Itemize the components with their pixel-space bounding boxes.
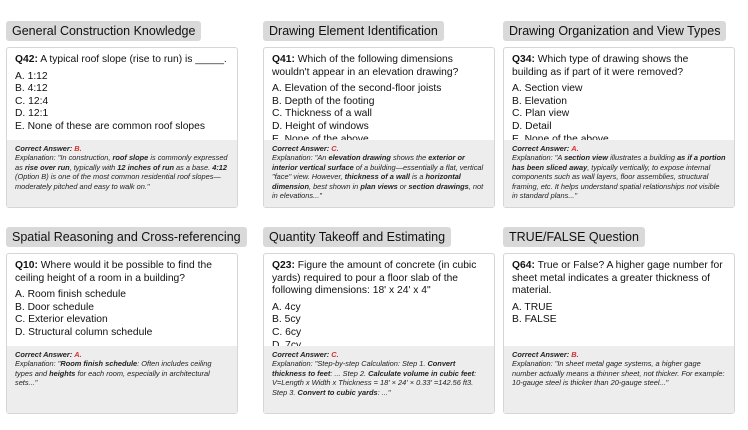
explanation-emphasis: heights <box>49 368 76 378</box>
answer-option: A. TRUE <box>512 301 553 313</box>
question-text <box>504 254 734 298</box>
explanation-emphasis: exterior or interior vertical surface <box>272 153 465 172</box>
question-body: Which type of drawing shows the building as if part of it were removed? <box>512 54 689 78</box>
options-list <box>504 83 734 146</box>
explanation-text: of a building—essentially a flat, vertical "face" view. However, <box>272 162 484 182</box>
answer-option: A. 1:12 <box>15 70 48 82</box>
panel-drawing-element <box>263 21 495 201</box>
category-label: Quantity Takeoff and Estimating <box>263 227 451 247</box>
answer-letter: A. <box>74 350 82 359</box>
answer-letter: B. <box>74 144 82 153</box>
explanation-text: for each room, especially in architectural sets..." <box>15 368 210 388</box>
question-text <box>7 254 237 285</box>
question-id: Q64: <box>512 260 535 271</box>
explanation-text: : ..." <box>377 387 391 397</box>
explanation-text: , not in elevations..." <box>272 181 484 201</box>
panel-general-construction <box>6 21 238 191</box>
answer-option: D. 12:1 <box>15 108 49 120</box>
explanation <box>272 359 486 397</box>
answer-option: E. None of these are common roof slopes <box>15 120 206 132</box>
question-id: Q41: <box>272 54 295 65</box>
explanation-text: is commonly expressed as <box>15 153 228 172</box>
options-list <box>7 71 237 134</box>
explanation-text: Explanation: "A <box>512 153 565 163</box>
explanation-emphasis: as if a portion has been sliced away <box>512 153 726 172</box>
explanation-emphasis: section drawings <box>408 181 469 191</box>
explanation <box>15 153 229 191</box>
question-card <box>263 47 495 208</box>
answer-option: C. Exterior elevation <box>15 314 108 326</box>
answer-letter: A. <box>571 144 579 153</box>
question-card <box>263 253 495 414</box>
answer-option: D. Height of windows <box>272 120 369 132</box>
answer-box <box>264 346 494 413</box>
answer-label: Correct Answer: <box>512 350 570 359</box>
answer-option: B. FALSE <box>512 314 557 326</box>
answer-option: B. 5cy <box>272 314 301 326</box>
explanation-text: shows the <box>390 153 429 163</box>
explanation <box>512 153 726 200</box>
explanation-text: : ... Step 2. <box>330 368 369 378</box>
explanation-text: illustrates a building <box>608 153 678 163</box>
explanation-text: (Option B) is one of the most common residential roof slopes—moderately pitched and easy to walk on." <box>15 172 221 191</box>
explanation-text: Explanation: "An <box>272 153 329 163</box>
options-list <box>504 302 734 327</box>
explanation-text: : V=Length x Width x Thickness = 18' × 24' × 0.33' =142.56 ft3. Step 3. <box>272 368 477 397</box>
category-label: Spatial Reasoning and Cross-referencing <box>6 227 247 247</box>
explanation-emphasis: 4:12 <box>212 162 227 172</box>
question-card <box>6 253 238 414</box>
answer-option: B. Elevation <box>512 95 567 107</box>
explanation-emphasis: Convert to cubic yards <box>297 387 378 397</box>
answer-label: Correct Answer: <box>15 350 73 359</box>
explanation-emphasis: thickness of a wall <box>344 172 410 182</box>
question-text <box>7 48 237 67</box>
explanation-text: is a <box>409 172 426 182</box>
answer-option: C. Plan view <box>512 108 570 120</box>
explanation-emphasis: Convert thickness to feet <box>272 359 456 378</box>
explanation-text: , best shown in <box>308 181 361 191</box>
answer-label: Correct Answer: <box>272 144 330 153</box>
question-text <box>504 48 734 79</box>
answer-option: D. Detail <box>512 120 552 132</box>
explanation-text: Explanation: "Step-by-step Calculation: Step 1. <box>272 359 428 369</box>
question-id: Q23: <box>272 260 295 271</box>
answer-box <box>7 140 237 207</box>
panel-spatial-reasoning <box>6 227 241 388</box>
answer-box <box>264 140 494 207</box>
answer-option: A. Section view <box>512 83 583 95</box>
question-text <box>264 48 494 79</box>
question-card <box>503 47 735 208</box>
category-label: Drawing Organization and View Types <box>503 21 726 41</box>
question-id: Q34: <box>512 54 535 65</box>
answer-box <box>504 140 734 207</box>
question-id: Q42: <box>15 54 38 65</box>
answer-option: B. Door schedule <box>15 301 94 313</box>
question-body: Where would it be possible to find the ceiling height of a room in a building? <box>15 260 212 284</box>
explanation-text: : Often includes ceiling types and <box>15 359 212 378</box>
answer-letter: C. <box>331 350 339 359</box>
answer-option: C. 6cy <box>272 326 302 338</box>
answer-option: D. Structural column schedule <box>15 326 153 338</box>
explanation-text: or <box>397 181 409 191</box>
answer-label: Correct Answer: <box>15 144 73 153</box>
explanation-emphasis: roof slope <box>112 153 149 163</box>
answer-box <box>7 346 237 413</box>
answer-option: A. Room finish schedule <box>15 289 127 301</box>
explanation <box>15 359 229 387</box>
question-id: Q10: <box>15 260 38 271</box>
explanation-emphasis: Room finish schedule <box>60 359 138 369</box>
explanation-text: , typically with <box>69 162 118 172</box>
answer-box <box>504 346 734 413</box>
answer-option: C. 12:4 <box>15 95 49 107</box>
answer-label: Correct Answer: <box>512 144 570 153</box>
explanation-text: Explanation: "In sheet metal gage systems, a higher gage number actually means a thinner sheet, not thicker. For example: 10-gauge steel is thicker than 20-gauge steel..." <box>512 359 725 388</box>
explanation-emphasis: elevation drawing <box>328 153 391 163</box>
question-body: A typical roof slope (rise to run) is _____. <box>40 54 227 65</box>
answer-option: B. 4:12 <box>15 83 48 95</box>
category-label: TRUE/FALSE Question <box>503 227 645 247</box>
explanation <box>272 153 486 200</box>
explanation-emphasis: section view <box>564 153 609 163</box>
options-list <box>7 289 237 339</box>
question-body: Figure the amount of concrete (in cubic yards) required to pour a floor slab of the following dimensions: 18' x 24' x 4" <box>272 260 477 297</box>
question-body: True or False? A higher gage number for sheet metal indicates a greater thickness of material. <box>512 260 723 297</box>
answer-option: A. Elevation of the second-floor joists <box>272 83 442 95</box>
category-label: Drawing Element Identification <box>263 21 444 41</box>
options-list <box>264 83 494 146</box>
answer-letter: C. <box>331 144 339 153</box>
explanation-emphasis: horizontal dimension <box>272 172 461 191</box>
explanation-text: Explanation: "In construction, <box>15 153 113 163</box>
answer-label: Correct Answer: <box>272 350 330 359</box>
question-card <box>503 253 735 414</box>
explanation-emphasis: rise over run <box>24 162 70 172</box>
category-label: General Construction Knowledge <box>6 21 201 41</box>
options-list <box>264 302 494 352</box>
panel-drawing-organization <box>503 21 735 201</box>
explanation-emphasis: 12 inches of run <box>117 162 174 172</box>
answer-option: C. Thickness of a wall <box>272 108 372 120</box>
answer-letter: B. <box>571 350 579 359</box>
explanation-emphasis: Calculate volume in cubic feet <box>368 368 475 378</box>
panel-quantity-takeoff <box>263 227 495 397</box>
question-body: Which of the following dimensions wouldn't appear in an elevation drawing? <box>272 54 459 78</box>
panel-true-false <box>503 227 735 388</box>
explanation-text: , typically vertically, to expose internal components such as wall layers, floor assemblies, structural framing, etc. It helps understand spatial relationships not visible in standard plans..." <box>512 162 720 201</box>
explanation <box>512 359 726 387</box>
answer-option: B. Depth of the footing <box>272 95 375 107</box>
explanation-text: as a base. <box>173 162 213 172</box>
question-card <box>6 47 238 208</box>
answer-option: A. 4cy <box>272 301 301 313</box>
question-text <box>264 254 494 298</box>
explanation-text: Explanation: " <box>15 359 61 369</box>
explanation-emphasis: plan views <box>360 181 398 191</box>
